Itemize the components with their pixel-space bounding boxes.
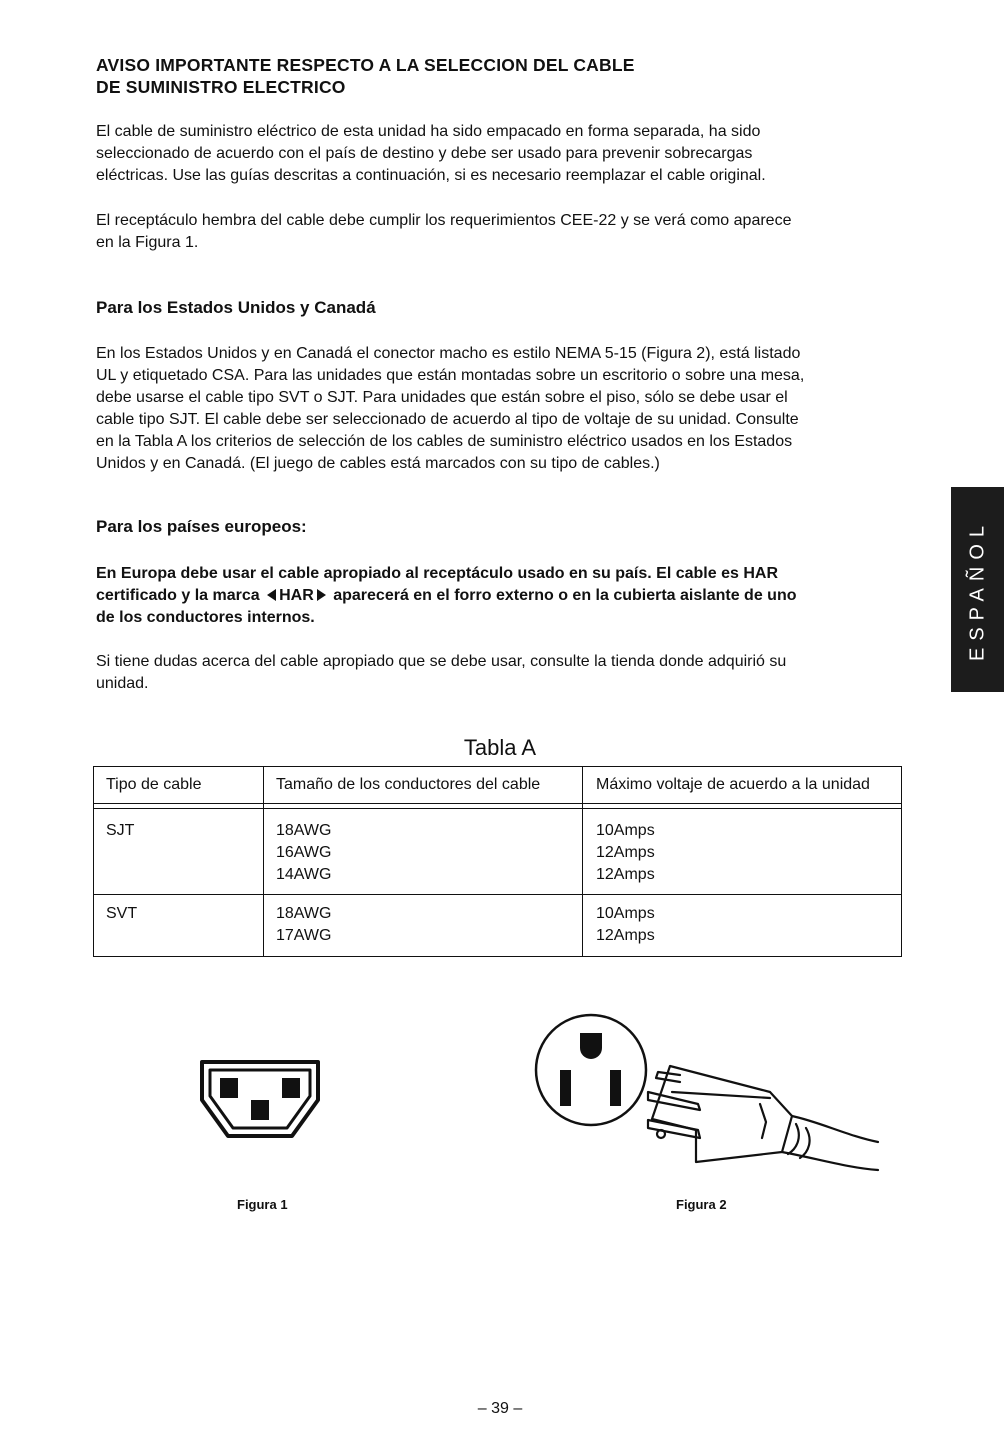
text-line: El receptáculo hembra del cable debe cumplir los requerimientos CEE-22 y se verá como aparece — [96, 212, 792, 229]
europe-bold-paragraph — [96, 563, 916, 629]
main-heading — [96, 54, 856, 98]
page-number: – 39 – — [477, 1400, 523, 1417]
text-line: Si tiene dudas acerca del cable apropiado que se debe usar, consulte la tienda donde adquirió su — [96, 653, 787, 670]
table-cell-value: 10Amps — [596, 822, 655, 839]
text-line: UL y etiquetado CSA. Para las unidades que están montadas sobre un escritorio o sobre una mesa, — [96, 367, 805, 384]
table-cell-type-sjt: SJT — [106, 822, 135, 839]
table-cell-value: 12Amps — [596, 844, 655, 861]
table-cell-value: 12Amps — [596, 927, 655, 944]
usa-canada-heading: Para los Estados Unidos y Canadá — [96, 298, 376, 317]
europe-heading: Para los países europeos: — [96, 517, 307, 536]
left-triangle-icon — [267, 589, 276, 601]
intro-paragraph-2 — [96, 210, 916, 254]
text-line: seleccionado de acuerdo con el país de destino y debe ser usado para prevenir sobrecargas — [96, 145, 753, 162]
text-line: Unidos y en Canadá. (El juego de cables está marcados con su tipo de cables.) — [96, 455, 660, 472]
nema-5-15-plug-figure — [530, 1012, 885, 1178]
table-header-cell-size: Tamaño de los conductores del cable — [276, 776, 541, 793]
cable-table — [93, 766, 902, 957]
main-heading-line-2: DE SUMINISTRO ELECTRICO — [96, 77, 346, 97]
table-header-rule-1 — [94, 803, 901, 804]
europe-note-paragraph — [96, 651, 916, 695]
language-side-tab — [951, 487, 1004, 692]
table-column-divider-1 — [263, 767, 264, 956]
figure-2-caption: Figura 2 — [676, 1197, 727, 1212]
table-cell-value: 17AWG — [276, 927, 332, 944]
table-title: Tabla A — [463, 735, 537, 760]
text-line: eléctricas. Use las guías descritas a continuación, si es necesario reemplazar el cable original. — [96, 167, 766, 184]
usa-canada-paragraph — [96, 343, 916, 475]
har-mark: HAR — [279, 587, 314, 604]
table-column-divider-2 — [582, 767, 583, 956]
table-cell-value: 16AWG — [276, 844, 332, 861]
text-fragment: certificado y la marca — [96, 587, 260, 604]
table-cell-value: 14AWG — [276, 866, 332, 883]
text-line: cable tipo SJT. El cable debe ser seleccionado de acuerdo al tipo de voltaje de su unidad. Consulte — [96, 411, 799, 428]
table-cell-value: 10Amps — [596, 905, 655, 922]
language-side-tab-label: ESPAÑOL — [966, 518, 988, 661]
table-cell-amps-sjt — [596, 820, 655, 886]
main-heading-line-1: AVISO IMPORTANTE RESPECTO A LA SELECCION DEL CABLE — [96, 55, 635, 75]
table-cell-amps-svt — [596, 903, 655, 947]
text-line: en la Figura 1. — [96, 234, 199, 251]
table-cell-type-svt: SVT — [106, 905, 138, 922]
table-cell-sizes-sjt — [276, 820, 331, 886]
text-line: En los Estados Unidos y en Canadá el conector macho es estilo NEMA 5-15 (Figura 2), está listado — [96, 345, 801, 362]
text-line: unidad. — [96, 675, 149, 692]
figure-1-caption: Figura 1 — [237, 1197, 288, 1212]
right-triangle-icon — [317, 589, 326, 601]
table-cell-value: 18AWG — [276, 905, 332, 922]
text-line: En Europa debe usar el cable apropiado al receptáculo usado en su país. El cable es HAR — [96, 565, 778, 582]
text-line: de los conductores internos. — [96, 609, 315, 626]
intro-paragraph-1 — [96, 121, 916, 187]
table-cell-value: 12Amps — [596, 866, 655, 883]
text-line: debe usarse el cable tipo SVT o SJT. Para unidades que están sobre el piso, sólo se debe usar el — [96, 389, 788, 406]
table-cell-sizes-svt — [276, 903, 331, 947]
text-line: en la Tabla A los criterios de selección de los cables de suministro eléctrico usados en los Estados — [96, 433, 793, 450]
table-row-divider — [94, 894, 901, 895]
text-line: El cable de suministro eléctrico de esta unidad ha sido empacado en forma separada, ha sido — [96, 123, 761, 140]
text-fragment: aparecerá en el forro externo o en la cubierta aislante de uno — [333, 587, 797, 604]
cee22-receptacle-figure — [198, 1058, 322, 1140]
text-line-with-har-mark — [96, 585, 916, 607]
table-header-cell-type: Tipo de cable — [106, 776, 202, 793]
table-header-cell-voltage: Máximo voltaje de acuerdo a la unidad — [596, 776, 870, 793]
table-header-rule-2 — [94, 808, 901, 809]
table-cell-value: 18AWG — [276, 822, 332, 839]
